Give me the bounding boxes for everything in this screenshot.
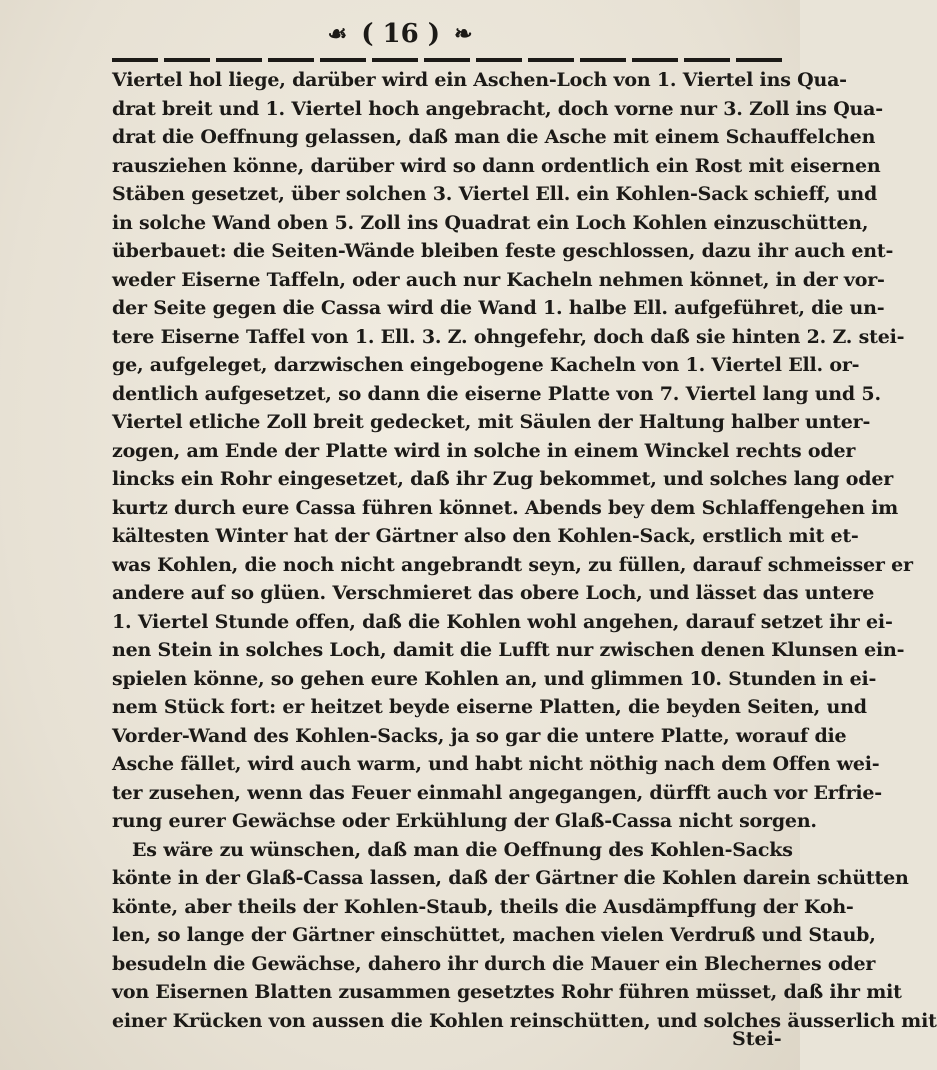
text-line: tere Eiserne Taffel von 1. Ell. 3. Z. ohngefehr, doch daß sie hinten 2. Z. stei-	[112, 325, 905, 348]
text-line: Es wäre zu wünschen, daß man die Oeffnung des Kohlen-Sacks	[132, 838, 793, 861]
text-line: 1. Viertel Stunde offen, daß die Kohlen wohl angehen, darauf setzet ihr ei-	[112, 610, 893, 633]
text-line: drat die Oeffnung gelassen, daß man die Asche mit einem Schauffelchen	[112, 126, 876, 148]
text-line: kältesten Winter hat der Gärtner also den Kohlen-Sack, erstlich mit et-	[112, 525, 859, 547]
text-line: andere auf so glüen. Verschmieret das obere Loch, und lässet das untere	[112, 582, 875, 604]
text-line: der Seite gegen die Cassa wird die Wand 1. halbe Ell. aufgeführet, die un-	[112, 297, 885, 319]
right-ornament: ❧	[454, 21, 473, 47]
text-line: in solche Wand oben 5. Zoll ins Quadrat ein Loch Kohlen einzuschütten,	[112, 211, 869, 234]
text-line: len, so lange der Gärtner einschüttet, machen vielen Verdruß und Staub,	[112, 924, 876, 946]
text-line: von Eisernen Blatten zusammen gesetztes Rohr führen müsset, daß ihr mit	[112, 981, 902, 1003]
text-line: zogen, am Ende der Platte wird in solche in einem Winckel rechts oder	[112, 439, 856, 462]
text-line: Stäben gesetzet, über solchen 3. Viertel Ell. ein Kohlen-Sack schieff, und	[112, 183, 878, 205]
text-line: könte, aber theils der Kohlen-Staub, theils die Ausdämpffung der Koh-	[112, 895, 854, 918]
text-line: drat breit und 1. Viertel hoch angebracht, doch vorne nur 3. Zoll ins Qua-	[112, 97, 883, 120]
page-header	[0, 14, 800, 54]
text-line: weder Eiserne Taffeln, oder auch nur Kacheln nehmen könnet, in der vor-	[112, 268, 885, 291]
catchword: Stei-	[732, 1028, 782, 1050]
text-line: besudeln die Gewächse, dahero ihr durch die Mauer ein Blechernes oder	[112, 952, 876, 975]
text-line: lincks ein Rohr eingesetzet, daß ihr Zug bekommet, und solches lang oder	[112, 468, 894, 490]
text-line: ge, aufgeleget, darzwischen eingebogene Kacheln von 1. Viertel Ell. or-	[112, 354, 860, 376]
text-line: rung eurer Gewächse oder Erkühlung der Glaß-Cassa nicht sorgen.	[112, 810, 817, 832]
left-ornament: ☙	[327, 21, 348, 47]
text-line: was Kohlen, die noch nicht angebrandt seyn, zu füllen, darauf schmeisser er	[112, 553, 913, 576]
text-line: Viertel hol liege, darüber wird ein Aschen-Loch von 1. Viertel ins Qua-	[112, 69, 847, 91]
text-line: nen Stein in solches Loch, damit die Lufft nur zwischen denen Klunsen ein-	[112, 639, 905, 661]
text-line: spielen könne, so gehen eure Kohlen an, und glimmen 10. Stunden in ei-	[112, 667, 877, 690]
header-rule	[112, 58, 782, 62]
text-line: nem Stück fort: er heitzet beyde eiserne Platten, die beyden Seiten, und	[112, 696, 867, 718]
text-line: rausziehen könne, darüber wird so dann ordentlich ein Rost mit eisernen	[112, 154, 881, 177]
text-line: könte in der Glaß-Cassa lassen, daß der Gärtner die Kohlen darein schütten	[112, 867, 909, 889]
text-line: Viertel etliche Zoll breit gedecket, mit Säulen der Haltung halber unter-	[112, 411, 871, 433]
text-line: überbauet: die Seiten-Wände bleiben feste geschlossen, dazu ihr auch ent-	[112, 240, 894, 262]
body-text	[112, 66, 937, 1035]
page-number: ( 16 )	[361, 19, 441, 49]
text-line: Asche fället, wird auch warm, und habt nicht nöthig nach dem Offen wei-	[112, 753, 880, 775]
text-line: kurtz durch eure Cassa führen könnet. Abends bey dem Schlaffengehen im	[112, 496, 899, 519]
text-line: dentlich aufgesetzet, so dann die eiserne Platte von 7. Viertel lang und 5.	[112, 382, 881, 405]
text-line: Vorder-Wand des Kohlen-Sacks, ja so gar die untere Platte, worauf die	[112, 724, 847, 747]
text-line: einer Krücken von aussen die Kohlen reinschütten, und solches äusserlich mit	[112, 1009, 937, 1032]
text-line: ter zusehen, wenn das Feuer einmahl angegangen, dürfft auch vor Erfrie-	[112, 781, 882, 804]
